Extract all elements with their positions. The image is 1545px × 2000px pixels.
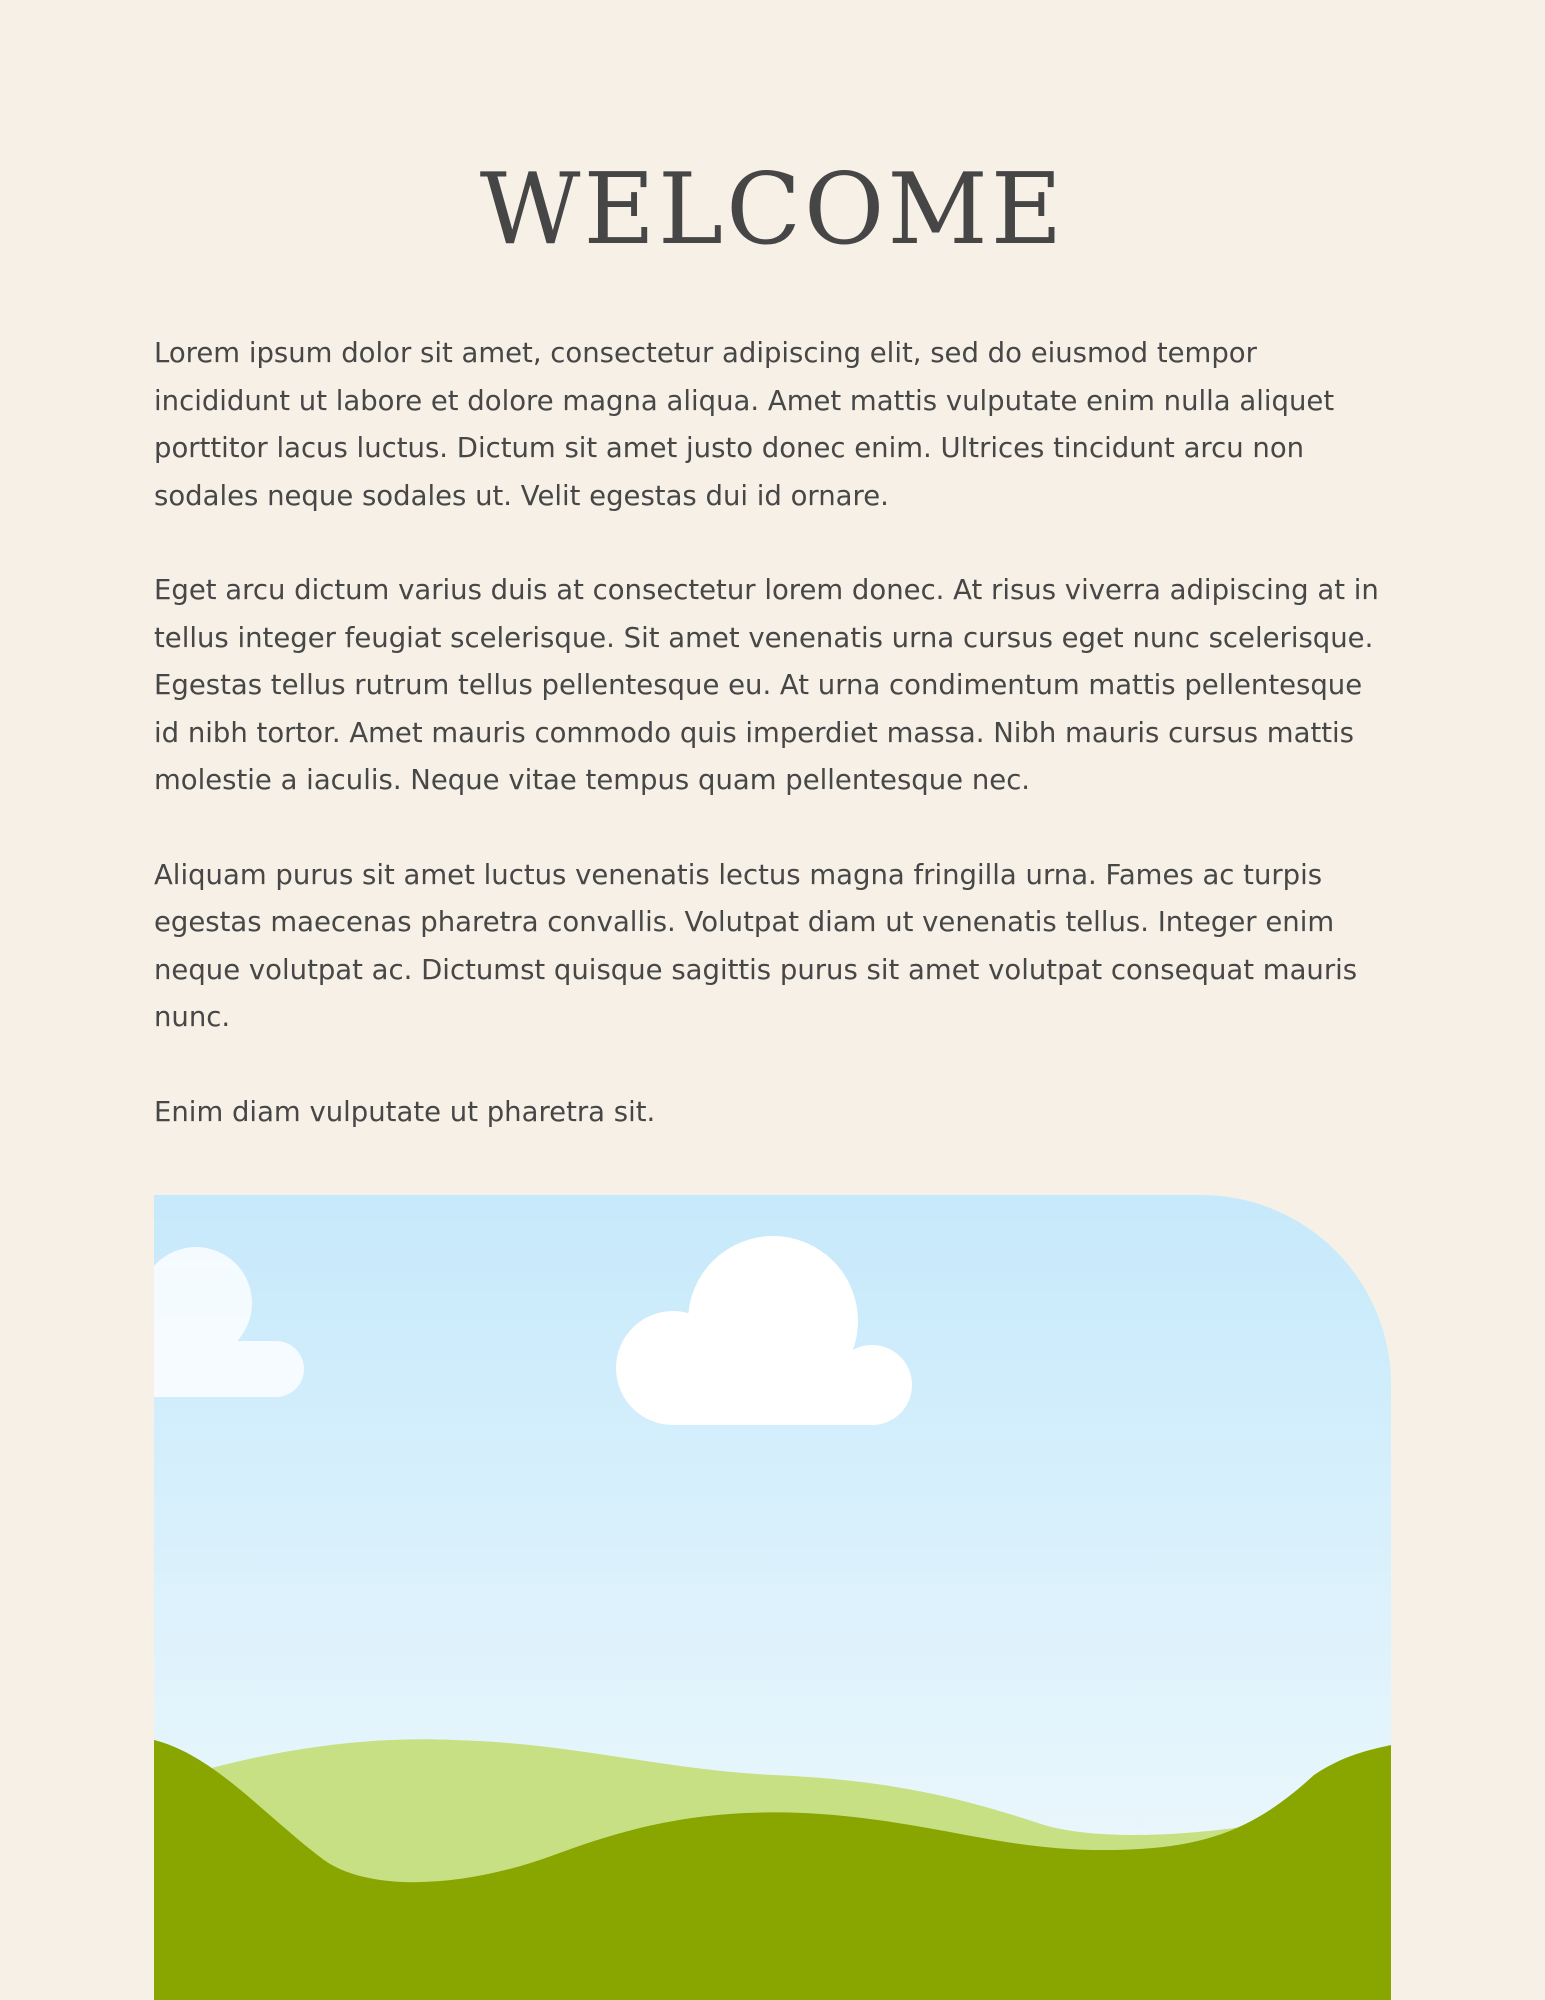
landscape-illustration xyxy=(154,1195,1391,2000)
paragraph-4: Enim diam vulputate ut pharetra sit. xyxy=(154,1095,656,1128)
paragraph-2: Eget arcu dictum varius duis at consectetur lorem donec. At risus viverra adipiscing at in tellus integer feugiat scelerisque. Sit amet venenatis urna cursus eget nunc scelerisque. Egestas tellus rutrum tellus pellentesque eu. At urna condimentum mattis pellentesque id nibh tortor. Amet mauris commodo quis imperdiet massa. Nibh mauris cursus mattis molestie a iaculis. Neque vitae tempus quam pellentesque nec. xyxy=(154,574,1379,796)
paragraph-3: Aliquam purus sit amet luctus venenatis lectus magna fringilla urna. Fames ac turpis egestas maecenas pharetra convallis. Volutpat diam ut venenatis tellus. Integer enim neque volutpat ac. Dictumst quisque sagittis purus sit amet volutpat consequat mauris nunc. xyxy=(154,858,1358,1033)
paragraph-1: Lorem ipsum dolor sit amet, consectetur adipiscing elit, sed do eiusmod tempor incididunt ut labore et dolore magna aliqua. Amet mattis vulputate enim nulla aliquet porttitor lacus luctus. Dictum sit amet justo donec enim. Ultrices tincidunt arcu non sodales neque sodales ut. Velit egestas dui id ornare. xyxy=(154,337,1335,512)
page-title: WELCOME xyxy=(479,153,1066,267)
body-text xyxy=(154,330,1394,1183)
landscape-svg xyxy=(154,1195,1391,2000)
